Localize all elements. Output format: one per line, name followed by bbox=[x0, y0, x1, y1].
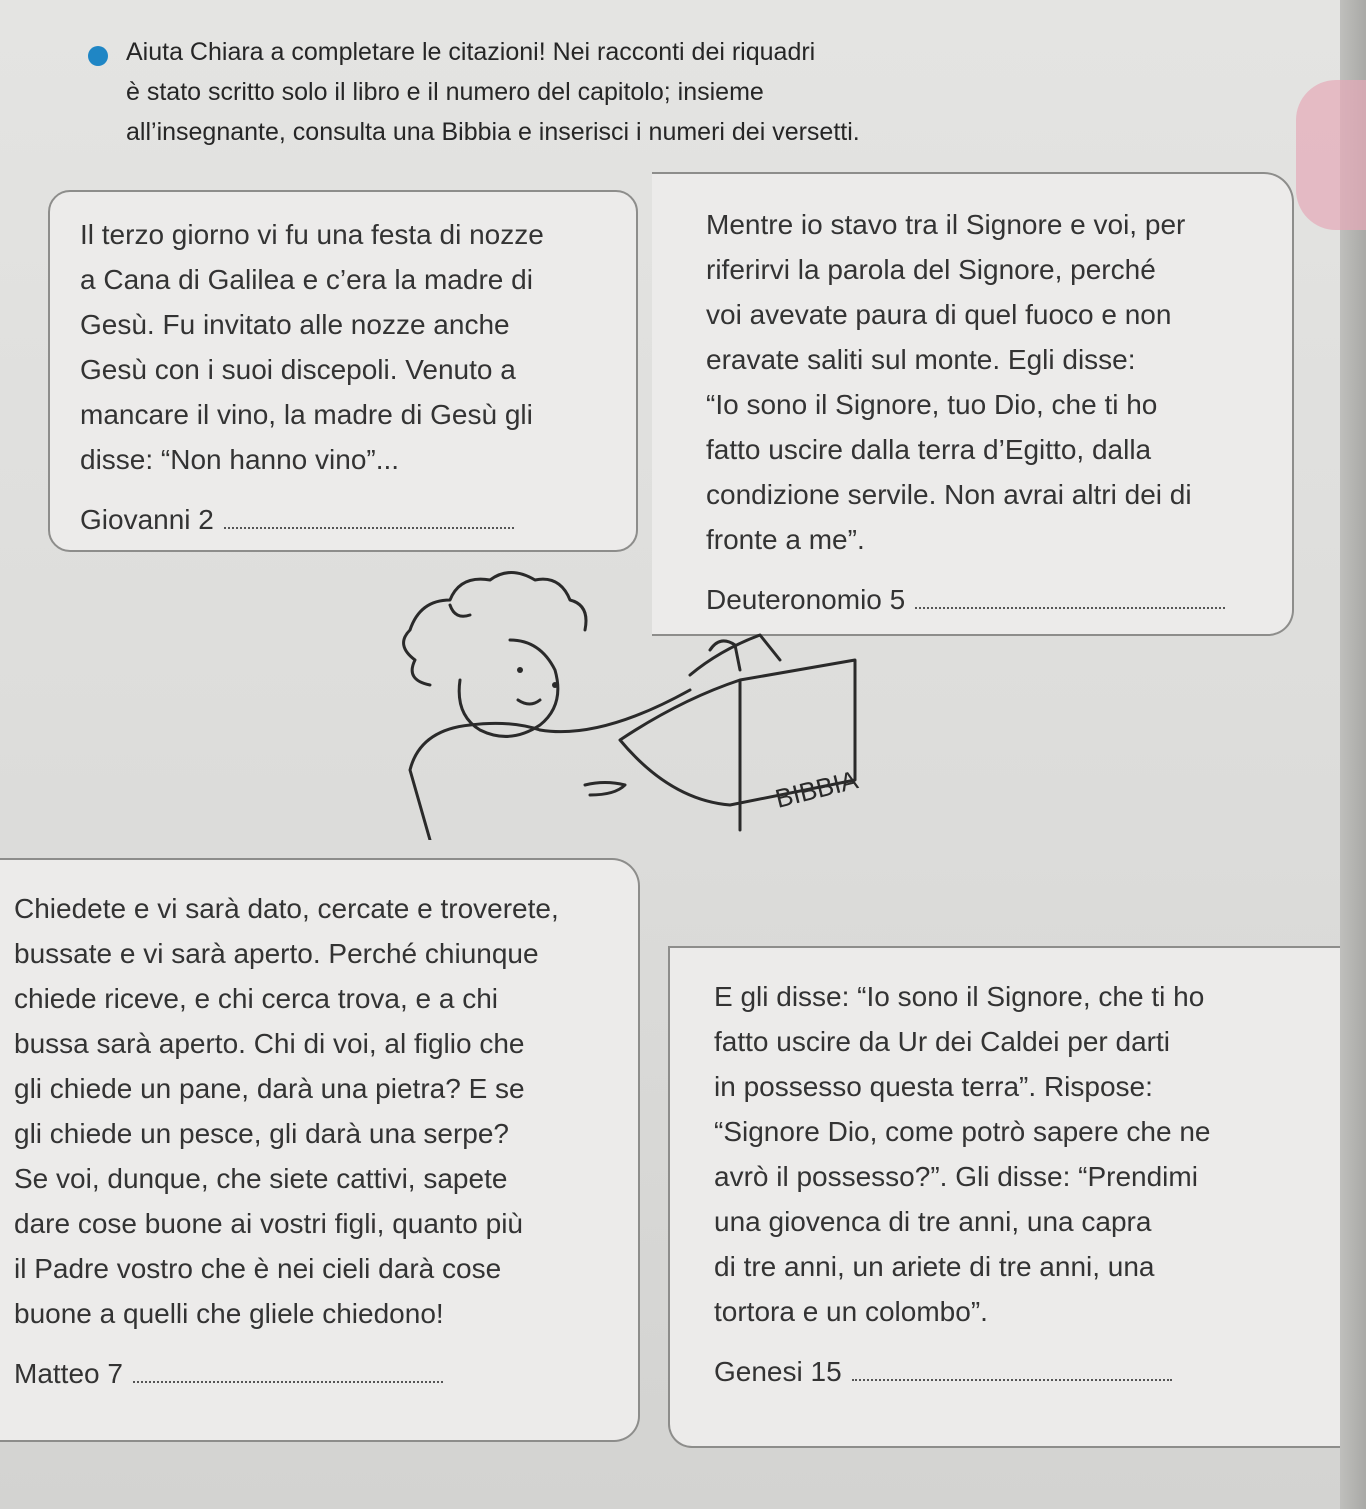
citation-line: gli chiede un pane, darà una pietra? E se bbox=[14, 1073, 525, 1104]
reference-label: Giovanni 2 bbox=[80, 504, 214, 535]
instructions-line-1: Aiuta Chiara a completare le citazioni! Nei racconti dei riquadri bbox=[126, 38, 816, 66]
reference-label: Genesi 15 bbox=[714, 1356, 842, 1387]
citation-line: a Cana di Galilea e c’era la madre di bbox=[80, 264, 533, 295]
citation-line: Se voi, dunque, che siete cattivi, sapete bbox=[14, 1163, 508, 1194]
girl-with-bible-illustration bbox=[390, 570, 870, 840]
instructions bbox=[88, 32, 1088, 152]
citation-line: Gesù con i suoi discepoli. Venuto a bbox=[80, 354, 516, 385]
verse-blank[interactable] bbox=[852, 1379, 1172, 1381]
citation-line: disse: “Non hanno vino”... bbox=[80, 444, 400, 475]
citation-line: il Padre vostro che è nei cieli darà cose bbox=[14, 1253, 502, 1284]
citation-line: avrò il possesso?”. Gli disse: “Prendimi bbox=[714, 1161, 1198, 1192]
reference-label: Matteo 7 bbox=[14, 1358, 123, 1389]
citation-box-deuteronomio bbox=[652, 172, 1294, 636]
arm-outline bbox=[540, 641, 740, 732]
citation-box-genesi bbox=[668, 946, 1340, 1448]
instructions-line-3: all’insegnante, consulta una Bibbia e inserisci i numeri dei versetti. bbox=[126, 118, 860, 146]
citation-line: fronte a me”. bbox=[706, 524, 865, 555]
citation-line: Mentre io stavo tra il Signore e voi, per bbox=[706, 209, 1186, 240]
hand-outline bbox=[585, 783, 625, 796]
reference-row bbox=[80, 504, 606, 536]
citation-line: in possesso questa terra”. Rispose: bbox=[714, 1071, 1153, 1102]
pink-tab-decoration bbox=[1296, 80, 1366, 230]
citation-line: Gesù. Fu invitato alle nozze anche bbox=[80, 309, 510, 340]
citation-box-giovanni bbox=[48, 190, 638, 552]
book-page-lines bbox=[690, 635, 780, 675]
citation-line: chiede riceve, e chi cerca trova, e a chi bbox=[14, 983, 499, 1014]
citation-line: bussate e vi sarà aperto. Perché chiunque bbox=[14, 938, 539, 969]
citation-line: mancare il vino, la madre di Gesù gli bbox=[80, 399, 533, 430]
citation-line: eravate saliti sul monte. Egli disse: bbox=[706, 344, 1136, 375]
shoulder-outline bbox=[410, 723, 540, 840]
eye-left bbox=[517, 667, 523, 673]
citation-line: gli chiede un pesce, gli darà una serpe? bbox=[14, 1118, 510, 1149]
citation-line: “Io sono il Signore, tuo Dio, che ti ho bbox=[706, 389, 1158, 420]
citation-line: condizione servile. Non avrai altri dei di bbox=[706, 479, 1192, 510]
citation-box-matteo bbox=[0, 858, 640, 1442]
verse-blank[interactable] bbox=[224, 527, 514, 529]
citation-line: tortora e un colombo”. bbox=[714, 1296, 988, 1327]
citation-line: dare cose buone ai vostri figli, quanto più bbox=[14, 1208, 523, 1239]
citation-line: fatto uscire dalla terra d’Egitto, dalla bbox=[706, 434, 1152, 465]
bullet-icon bbox=[88, 46, 108, 66]
citation-line: “Signore Dio, come potrò sapere che ne bbox=[714, 1116, 1211, 1147]
citation-line: buone a quelli che gliele chiedono! bbox=[14, 1298, 444, 1329]
instructions-line-2: è stato scritto solo il libro e il numero del capitolo; insieme bbox=[126, 78, 764, 106]
citation-line: Il terzo giorno vi fu una festa di nozze bbox=[80, 219, 544, 250]
citation-line: E gli disse: “Io sono il Signore, che ti ho bbox=[714, 981, 1205, 1012]
citation-line: una giovenca di tre anni, una capra bbox=[714, 1206, 1152, 1237]
bible-label: BIBBIA bbox=[772, 764, 861, 814]
citation-line: riferirvi la parola del Signore, perché bbox=[706, 254, 1156, 285]
eye-right bbox=[552, 682, 558, 688]
hair-curls bbox=[404, 573, 586, 686]
reference-row bbox=[14, 1358, 608, 1390]
smile bbox=[518, 700, 540, 704]
verse-blank[interactable] bbox=[915, 607, 1225, 609]
reference-row bbox=[714, 1356, 1318, 1388]
verse-blank[interactable] bbox=[133, 1381, 443, 1383]
open-book bbox=[620, 660, 855, 830]
citation-line: fatto uscire da Ur dei Caldei per darti bbox=[714, 1026, 1170, 1057]
reference-label: Deuteronomio 5 bbox=[706, 584, 906, 615]
citation-line: bussa sarà aperto. Chi di voi, al figlio che bbox=[14, 1028, 525, 1059]
citation-line: voi avevate paura di quel fuoco e non bbox=[706, 299, 1172, 330]
citation-line: di tre anni, un ariete di tre anni, una bbox=[714, 1251, 1155, 1282]
face-outline bbox=[459, 640, 558, 736]
citation-line: Chiedete e vi sarà dato, cercate e troverete, bbox=[14, 893, 559, 924]
